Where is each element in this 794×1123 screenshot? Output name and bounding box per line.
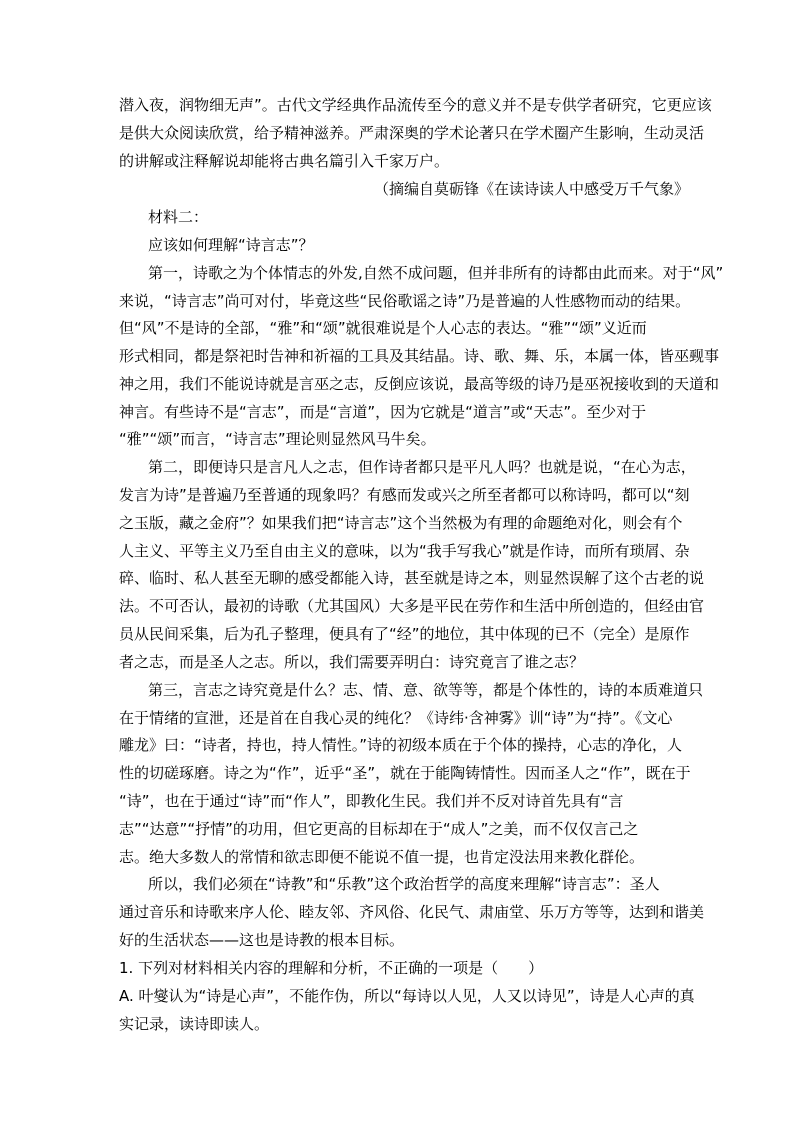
text-line: 在于情绪的宣泄，还是首在自我心灵的纯化？《诗纬·含神雾》训“诗”为“持”。《文心 <box>119 709 673 727</box>
source-citation: （摘编自莫砺锋《在读诗读人中感受万千气象》 <box>373 180 689 198</box>
question-stem: 1. 下列对材料相关内容的理解和分析，不正确的一项是（ ） <box>119 959 544 977</box>
section-heading: 材料二： <box>148 208 209 226</box>
text-line: 来说，“诗言志”尚可对付，毕竟这些“民俗歌谣之诗”乃是普遍的人性感物而动的结果。 <box>119 292 691 310</box>
text-line: 潜入夜，润物细无声”。古代文学经典作品流传至今的意义并不是专供学者研究，它更应该 <box>119 96 712 114</box>
text-line: 雕龙》曰：“诗者，持也，持人情性。”诗的初级本质在于个体的操持，心志的净化，人 <box>119 736 683 754</box>
text-line: 第一，诗歌之为个体情志的外发,自然不成问题，但并非所有的诗都由此而来。对于“风” <box>148 264 724 282</box>
text-line: 之玉版，藏之金府”？如果我们把“诗言志”这个当然极为有理的命题绝对化，则会有个 <box>119 514 683 532</box>
text-line: 法。不可否认，最初的诗歌（尤其国风）大多是平民在劳作和生活中所创造的，但经由官 <box>119 597 705 615</box>
text-line: 神之用，我们不能说诗就是言巫之志，反倒应该说，最高等级的诗乃是巫祝接收到的天道和 <box>119 375 720 393</box>
text-line: 所以，我们必须在“诗教”和“乐教”这个政治哲学的高度来理解“诗言志”：圣人 <box>148 875 660 893</box>
text-line: 员从民间采集，后为孔子整理，便具有了“经”的地位，其中体现的已不（完全）是原作 <box>119 625 690 643</box>
text-line: 碎、临时、私人甚至无聊的感受都能入诗，甚至就是诗之本，则显然误解了这个古老的说 <box>119 569 705 587</box>
text-line: 第二，即便诗只是言凡人之志，但作诗者都只是平凡人吗？也就是说，“在心为志， <box>148 458 696 476</box>
text-line: 神言。有些诗不是“言志”，而是“言道”，因为它就是“道言”或“天志”。至少对于 <box>119 403 647 421</box>
answer-option-a: A. 叶燮认为“诗是心声”，不能作伪，所以“每诗以人见，人又以诗见”，诗是人心声的真 <box>119 987 695 1005</box>
section-question: 应该如何理解“诗言志”？ <box>148 236 314 254</box>
text-line: 是供大众阅读欣赏，给予精神滋养。严肃深奥的学术论著只在学术圈产生影响，生动灵活 <box>119 124 705 142</box>
text-line: 性的切磋琢磨。诗之为“作”，近乎“圣”，就在于能陶铸情性。因而圣人之“作”，既在于 <box>119 764 691 782</box>
answer-option-a-continued: 实记录，读诗即读人。 <box>119 1015 270 1033</box>
text-line: “雅”“颂”而言，“诗言志”理论则显然风马牛矣。 <box>119 430 436 448</box>
text-line: 志。绝大多数人的常情和欲志即便不能说不值一提，也肯定没法用来教化群伦。 <box>119 848 645 866</box>
text-line: 的讲解或注释解说却能将古典名篇引入千家万户。 <box>119 152 450 170</box>
text-line: 者之志，而是圣人之志。所以，我们需要弄明白：诗究竟言了谁之志？ <box>119 653 585 671</box>
text-line: 通过音乐和诗歌来序人伦、睦友邻、齐风俗、化民气、肃庙堂、乐万方等等，达到和谐美 <box>119 903 705 921</box>
text-line: 但“风”不是诗的全部，“雅”和“颂”就很难说是个人心志的表达。“雅”“颂”义近而 <box>119 319 647 337</box>
text-line: “诗”，也在于通过“诗”而“作人”，即教化生民。我们并不反对诗首先具有“言 <box>119 792 624 810</box>
text-line: 好的生活状态——这也是诗教的根本目标。 <box>119 931 405 949</box>
text-line: 形式相同，都是祭祀时告神和祈福的工具及其结晶。诗、歌、舞、乐，本属一体，皆巫觋事 <box>119 347 720 365</box>
text-line: 第三，言志之诗究竟是什么？志、情、意、欲等等，都是个体性的，诗的本质难道只 <box>148 681 704 699</box>
text-line: 发言为诗”是普遍乃至普通的现象吗？有感而发或兴之所至者都可以称诗吗，都可以“刻 <box>119 486 690 504</box>
text-line: 志”“达意”“抒情”的功用，但它更高的目标却在于“成人”之美，而不仅仅言己之 <box>119 820 639 838</box>
text-line: 人主义、平等主义乃至自由主义的意味，以为“我手写我心”就是作诗，而所有琐屑、杂 <box>119 542 690 560</box>
